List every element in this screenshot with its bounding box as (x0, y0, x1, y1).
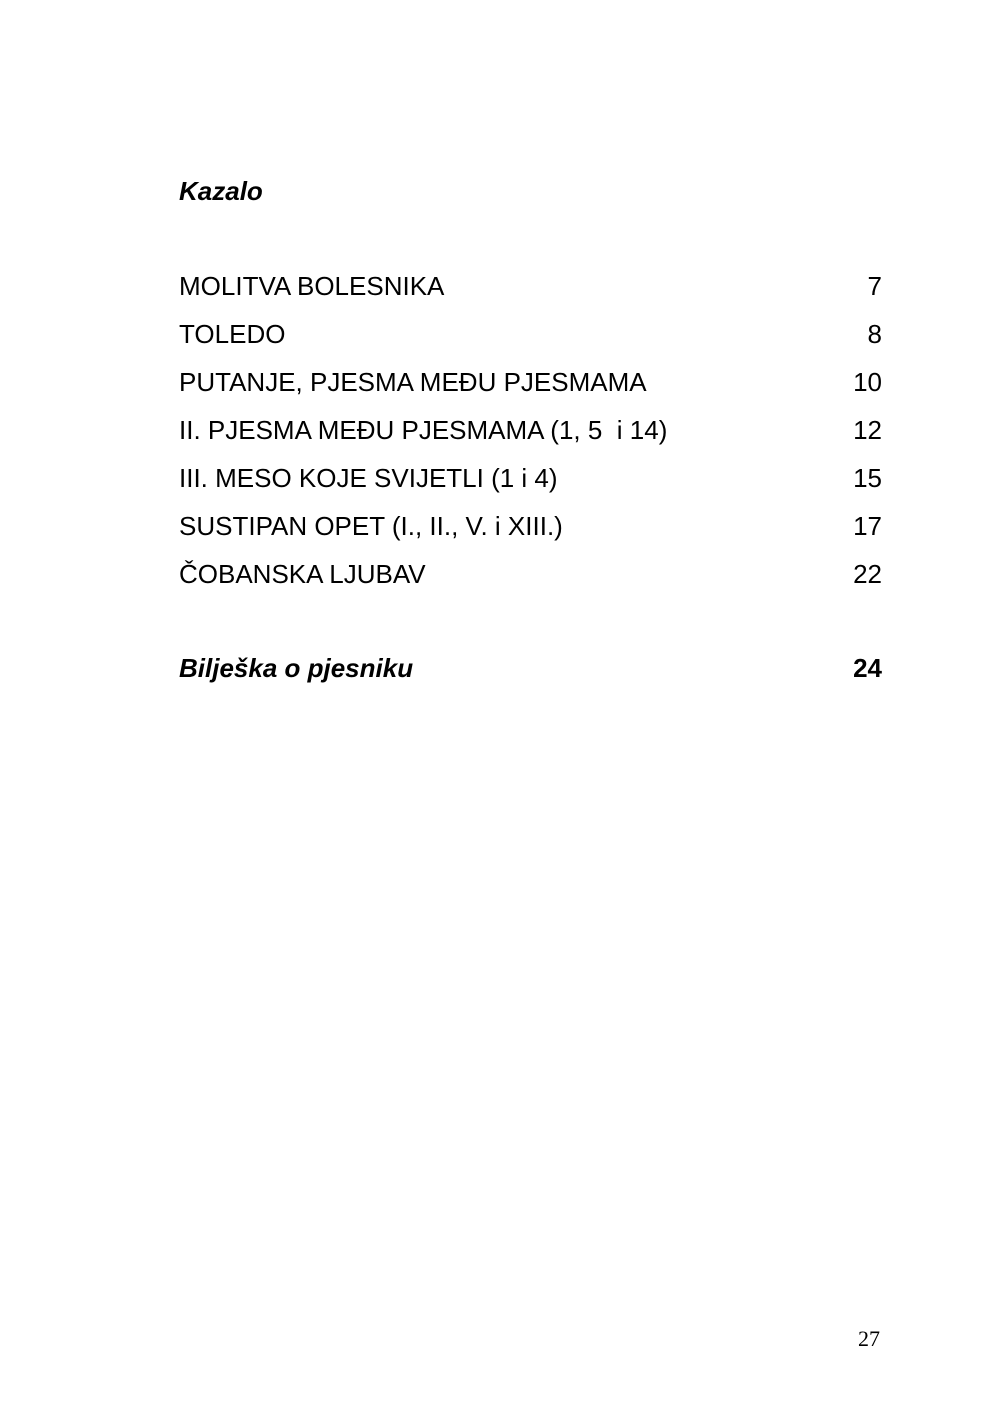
toc-entry-page: 17 (853, 511, 882, 541)
page-number: 27 (858, 1326, 880, 1351)
toc-entry (179, 317, 882, 365)
toc-list (179, 269, 882, 605)
toc-entry (179, 269, 882, 317)
toc-entry (179, 365, 882, 413)
toc-entry (179, 557, 882, 605)
toc-entry (179, 509, 882, 557)
toc-heading: Kazalo (179, 176, 263, 206)
toc-entry-title: II. PJESMA MEĐU PJESMAMA (1, 5 i 14) (179, 415, 668, 445)
toc-entry-page: 12 (853, 415, 882, 445)
toc-entry-page: 8 (867, 319, 882, 349)
toc-entry-title: III. MESO KOJE SVIJETLI (1 i 4) (179, 463, 558, 493)
toc-note-page: 24 (853, 653, 882, 683)
toc-entry (179, 413, 882, 461)
toc-entry-title: PUTANJE, PJESMA MEĐU PJESMAMA (179, 367, 647, 397)
toc-entry-title: ČOBANSKA LJUBAV (179, 559, 426, 589)
toc-entry-page: 10 (853, 367, 882, 397)
toc-entry-page: 7 (867, 271, 882, 301)
toc-entry-title: MOLITVA BOLESNIKA (179, 271, 445, 301)
toc-entry-title: SUSTIPAN OPET (I., II., V. i XIII.) (179, 511, 563, 541)
toc-entry-page: 22 (853, 559, 882, 589)
toc-entry-page: 15 (853, 463, 882, 493)
toc-entry-title: TOLEDO (179, 319, 286, 349)
toc-entry (179, 461, 882, 509)
toc-note-entry (179, 651, 882, 685)
toc-note-title: Bilješka o pjesniku (179, 653, 414, 683)
